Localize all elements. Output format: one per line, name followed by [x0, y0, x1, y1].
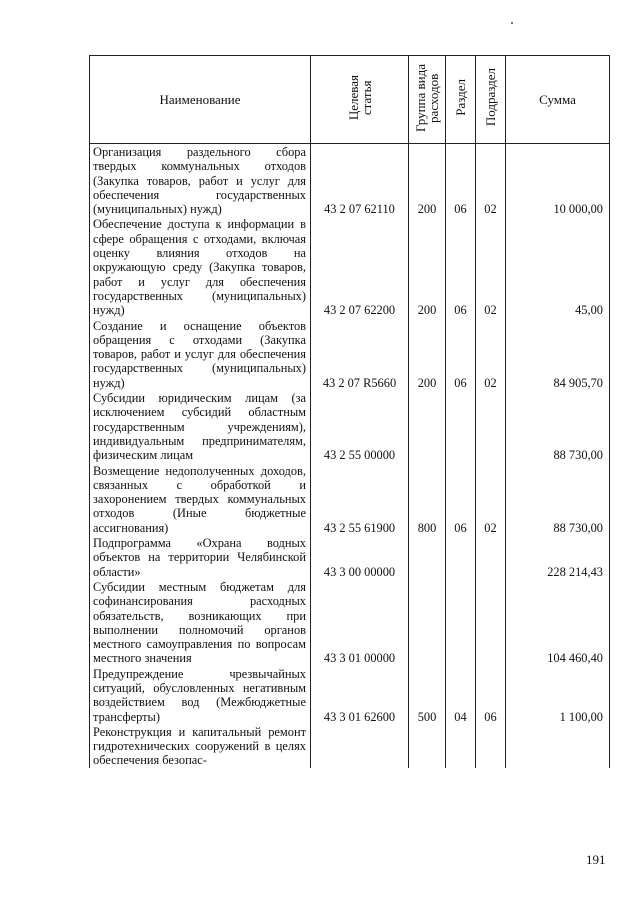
- header-target-article-label: Целевая статья: [345, 74, 374, 121]
- table-row: [90, 390, 610, 462]
- header-section: [446, 56, 476, 144]
- cell-section: 04: [446, 666, 476, 724]
- header-expense-group: [409, 56, 446, 144]
- cell-expense-group: [409, 579, 446, 666]
- header-expense-group-label: Группа вида расходов: [413, 63, 441, 132]
- cell-amount: 84 905,70: [506, 318, 610, 390]
- header-subsection: [476, 56, 506, 144]
- cell-name: Предупреждение чрезвычайных ситуаций, обусловленных негативным воздействием вод (Межбюджетные трансферты): [90, 666, 311, 724]
- cell-subsection: 02: [476, 463, 506, 535]
- table-row: [90, 463, 610, 535]
- table-row: [90, 535, 610, 579]
- cell-section: [446, 535, 476, 579]
- cell-expense-group: [409, 390, 446, 462]
- cell-section: [446, 579, 476, 666]
- cell-subsection: 02: [476, 144, 506, 217]
- header-name: Наименование: [90, 56, 311, 144]
- cell-target-article: 43 2 07 62110: [311, 144, 409, 217]
- cell-name: Возмещение недополученных доходов, связанных с обработкой и захоронением твердых коммунальных отходов (Иные бюджетные ассигнования): [90, 463, 311, 535]
- cell-target-article: 43 2 07 R5660: [311, 318, 409, 390]
- cell-target-article: [311, 724, 409, 768]
- cell-amount: 228 214,43: [506, 535, 610, 579]
- cell-amount: 88 730,00: [506, 390, 610, 462]
- cell-target-article: 43 3 00 00000: [311, 535, 409, 579]
- cell-expense-group: 200: [409, 216, 446, 317]
- header-section-label: Раздел: [453, 79, 468, 116]
- cell-name: Создание и оснащение объектов обращения с отходами (Закупка товаров, работ и услуг для обеспечения государственных (муниципальных) нужд): [90, 318, 311, 390]
- table-row: [90, 724, 610, 768]
- page-number: 191: [586, 852, 606, 867]
- cell-expense-group: 500: [409, 666, 446, 724]
- cell-name: Субсидии местным бюджетам для софинансирования расходных обязательств, возникающих при выполнении полномочий органов местного самоуправления по вопросам местного значения: [90, 579, 311, 666]
- cell-section: [446, 390, 476, 462]
- budget-table: [89, 55, 610, 768]
- cell-subsection: 02: [476, 318, 506, 390]
- cell-expense-group: 200: [409, 318, 446, 390]
- table-row: [90, 144, 610, 217]
- table-row: [90, 666, 610, 724]
- cell-target-article: 43 3 01 62600: [311, 666, 409, 724]
- cell-amount: 45,00: [506, 216, 610, 317]
- cell-section: 06: [446, 216, 476, 317]
- cell-subsection: 02: [476, 216, 506, 317]
- scan-speck: [511, 22, 513, 24]
- cell-name: Подпрограмма «Охрана водных объектов на территории Челябинской области»: [90, 535, 311, 579]
- table-row: [90, 579, 610, 666]
- cell-target-article: 43 2 55 00000: [311, 390, 409, 462]
- cell-name: Организация раздельного сбора твердых коммунальных отходов (Закупка товаров, работ и услуг для обеспечения государственных (муниципальных) нужд): [90, 144, 311, 217]
- cell-amount: 10 000,00: [506, 144, 610, 217]
- table-row: [90, 318, 610, 390]
- cell-subsection: 06: [476, 666, 506, 724]
- cell-subsection: [476, 390, 506, 462]
- cell-subsection: [476, 724, 506, 768]
- cell-section: 06: [446, 144, 476, 217]
- header-amount: Сумма: [506, 56, 610, 144]
- table-row: [90, 216, 610, 317]
- table-header-row: [90, 56, 610, 144]
- cell-amount: 104 460,40: [506, 579, 610, 666]
- cell-name: Обеспечение доступа к информации в сфере обращения с отходами, включая оценку влияния отходов на окружающую среду (Закупка товаров, работ и услуг для обеспечения государственных (муниципальных) нужд): [90, 216, 311, 317]
- cell-name: Реконструкция и капитальный ремонт гидротехнических сооружений в целях обеспечения безопас-: [90, 724, 311, 768]
- header-subsection-label: Подраздел: [483, 68, 498, 127]
- cell-expense-group: [409, 724, 446, 768]
- cell-name: Субсидии юридическим лицам (за исключением субсидий областным государственным учреждениям), индивидуальным предпринимателям, физическим лицам: [90, 390, 311, 462]
- cell-expense-group: 800: [409, 463, 446, 535]
- cell-target-article: 43 3 01 00000: [311, 579, 409, 666]
- cell-expense-group: 200: [409, 144, 446, 217]
- cell-section: 06: [446, 318, 476, 390]
- header-target-article: [311, 56, 409, 144]
- cell-target-article: 43 2 07 62200: [311, 216, 409, 317]
- cell-section: [446, 724, 476, 768]
- cell-amount: 88 730,00: [506, 463, 610, 535]
- cell-expense-group: [409, 535, 446, 579]
- cell-subsection: [476, 535, 506, 579]
- cell-section: 06: [446, 463, 476, 535]
- cell-subsection: [476, 579, 506, 666]
- cell-target-article: 43 2 55 61900: [311, 463, 409, 535]
- cell-amount: 1 100,00: [506, 666, 610, 724]
- cell-amount: [506, 724, 610, 768]
